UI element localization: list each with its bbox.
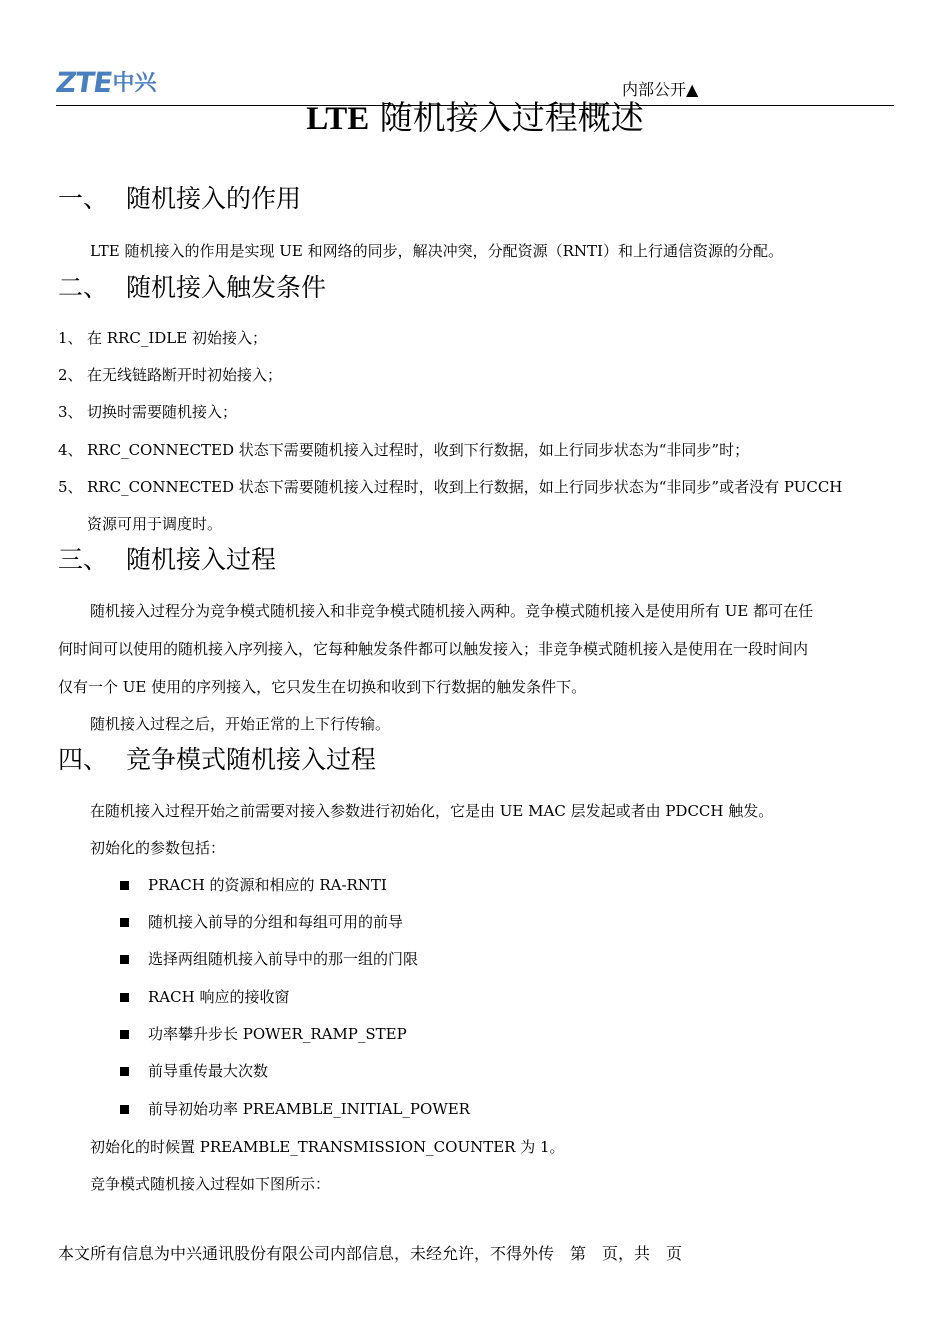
- section-heading-1: [58, 183, 301, 215]
- section-1-paragraph: LTE 随机接入的作用是实现 UE 和网络的同步，解决冲突，分配资源（RNTI）和上行通信资源的分配。: [90, 242, 783, 260]
- list-item-number: 1、: [58, 329, 83, 347]
- list-item: [58, 365, 282, 385]
- list-item: [58, 402, 237, 422]
- section-heading-4: [58, 744, 376, 776]
- section-heading-2: [58, 272, 326, 304]
- list-item-number: 5、: [58, 478, 83, 496]
- bullet-text: 随机接入前导的分组和每组可用的前导: [148, 913, 404, 931]
- bullet-item: [120, 987, 289, 1007]
- bullet-square-icon: [120, 993, 129, 1002]
- section-number: 四、: [58, 745, 109, 774]
- list-item-number: 3、: [58, 403, 83, 421]
- list-item-text: 在无线链路断开时初始接入；: [87, 366, 283, 384]
- bullet-square-icon: [120, 1067, 129, 1076]
- bullet-text: 功率攀升步长 POWER_RAMP_STEP: [148, 1025, 407, 1043]
- bullet-square-icon: [120, 918, 129, 927]
- paragraph-line: 仅有一个 UE 使用的序列接入，它只发生在切换和收到下行数据的触发条件下。: [58, 678, 587, 696]
- list-item-text: RRC_CONNECTED 状态下需要随机接入过程时，收到上行数据，如上行同步状态为“非同步”或者没有 PUCCH: [87, 478, 843, 496]
- bullet-square-icon: [120, 1030, 129, 1039]
- list-item-continuation: 资源可用于调度时。: [87, 515, 223, 533]
- list-item-text: 切换时需要随机接入；: [87, 403, 238, 421]
- init-counter-note: 初始化的时候置 PREAMBLE_TRANSMISSION_COUNTER 为 1。: [90, 1138, 565, 1156]
- section-heading-3: [58, 544, 276, 576]
- list-item: [58, 328, 267, 348]
- bullet-item: [120, 1061, 268, 1081]
- bullet-text: 前导初始功率 PREAMBLE_INITIAL_POWER: [148, 1100, 470, 1118]
- bullet-item: [120, 1099, 470, 1119]
- list-item-number: 4、: [58, 441, 83, 459]
- bullet-square-icon: [120, 1105, 129, 1114]
- bullet-item: [120, 1024, 407, 1044]
- section-title: 随机接入触发条件: [126, 273, 327, 302]
- section-title: 随机接入的作用: [126, 184, 302, 213]
- bullet-square-icon: [120, 881, 129, 890]
- paragraph-line: 随机接入过程分为竞争模式随机接入和非竞争模式随机接入两种。竞争模式随机接入是使用所有 UE 都可在任: [90, 602, 814, 620]
- list-item-text: 在 RRC_IDLE 初始接入；: [87, 329, 267, 347]
- list-item: [58, 477, 842, 497]
- bullet-item: [120, 912, 403, 932]
- bullet-text: PRACH 的资源和相应的 RA-RNTI: [148, 876, 387, 894]
- classification-label: 内部公开▲: [622, 80, 699, 99]
- bullet-square-icon: [120, 955, 129, 964]
- section-4-intro: 在随机接入过程开始之前需要对接入参数进行初始化，它是由 UE MAC 层发起或者由 PDCCH 触发。: [90, 802, 774, 820]
- bullet-item: [120, 875, 387, 895]
- title-chinese: 随机接入过程概述: [379, 98, 644, 137]
- bullet-text: 前导重传最大次数: [148, 1062, 269, 1080]
- logo-chinese: 中兴: [112, 71, 157, 96]
- bullet-item: [120, 949, 418, 969]
- section-number: 一、: [58, 184, 109, 213]
- list-item: [58, 440, 749, 460]
- bullet-text: 选择两组随机接入前导中的那一组的门限: [148, 950, 419, 968]
- section-title: 竞争模式随机接入过程: [126, 745, 377, 774]
- section-number: 三、: [58, 545, 109, 574]
- figure-intro: 竞争模式随机接入过程如下图所示：: [90, 1175, 331, 1193]
- list-item-number: 2、: [58, 366, 83, 384]
- section-number: 二、: [58, 273, 109, 302]
- zte-logo: [53, 66, 157, 99]
- title-latin: LTE: [306, 101, 370, 137]
- paragraph-line: 何时间可以使用的随机接入序列接入，它每种触发条件都可以触发接入；非竞争模式随机接入是使用在一段时间内: [58, 640, 809, 658]
- bullet-text: RACH 响应的接收窗: [148, 988, 290, 1006]
- document-title: [0, 96, 950, 141]
- section-3-paragraph-2: 随机接入过程之后，开始正常的上下行传输。: [90, 715, 391, 733]
- page-footer: 本文所有信息为中兴通讯股份有限公司内部信息，未经允许，不得外传 第 页，共 页: [58, 1244, 683, 1263]
- logo-latin: ZTE: [53, 66, 114, 99]
- params-label: 初始化的参数包括：: [90, 839, 226, 857]
- list-item-text: RRC_CONNECTED 状态下需要随机接入过程时，收到下行数据，如上行同步状态为“非同步”时；: [87, 441, 750, 459]
- section-title: 随机接入过程: [126, 545, 277, 574]
